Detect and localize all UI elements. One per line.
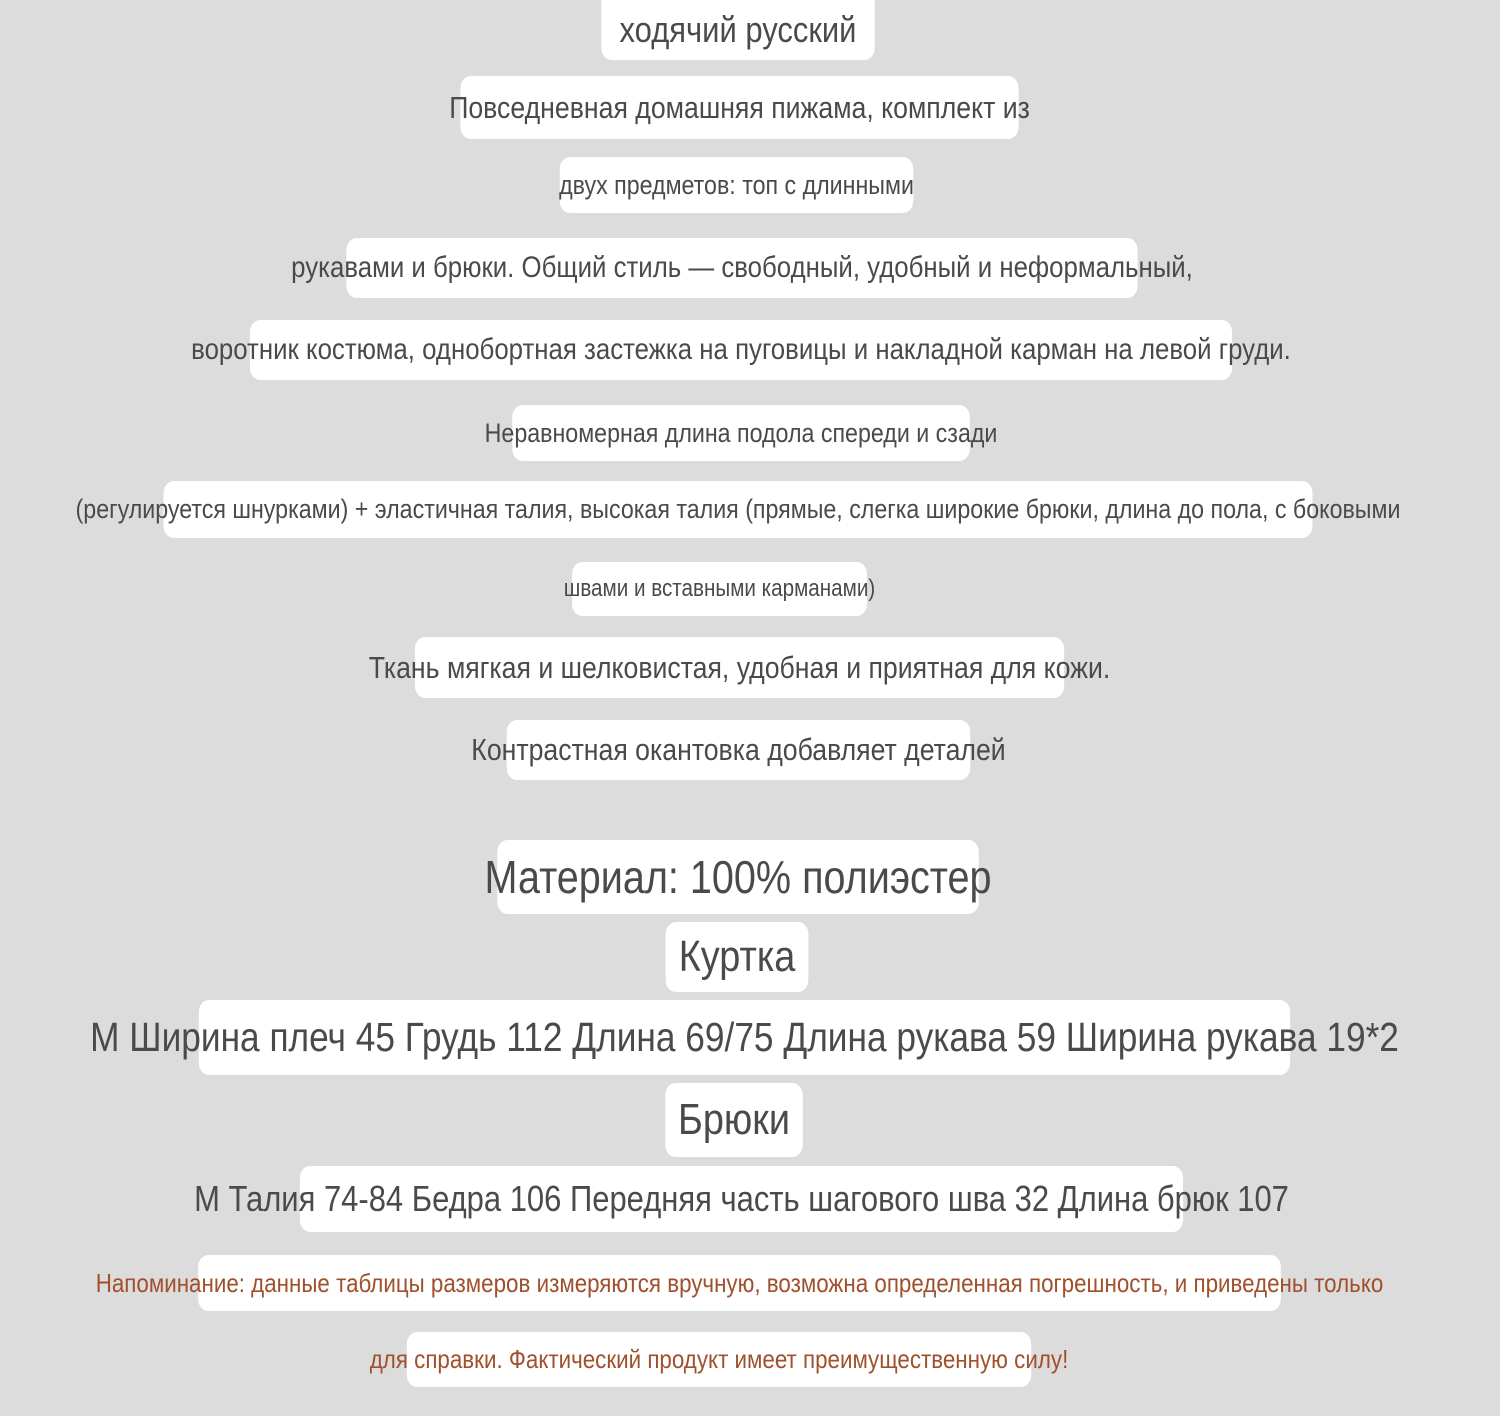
description-line: Неравномерная длина подола спереди и сзади bbox=[512, 405, 970, 461]
reminder-line: Напоминание: данные таблицы размеров измеряются вручную, возможна определенная погрешность, и приведены только bbox=[198, 1255, 1281, 1311]
pants-heading: Брюки bbox=[665, 1083, 803, 1157]
material-label: Материал: 100% полиэстер bbox=[497, 840, 979, 914]
jacket-sizes: M Ширина плеч 45 Грудь 112 Длина 69/75 Длина рукава 59 Ширина рукава 19*2 bbox=[199, 1000, 1290, 1075]
description-line: воротник костюма, однобортная застежка на пуговицы и накладной карман на левой груди. bbox=[250, 320, 1232, 380]
jacket-heading: Куртка bbox=[666, 922, 809, 992]
description-line: швами и вставными карманами) bbox=[572, 562, 867, 616]
description-line: Повседневная домашняя пижама, комплект из bbox=[460, 76, 1018, 139]
description-line: (регулируется шнурками) + эластичная талия, высокая талия (прямые, слегка широкие брюки, длина до пола, с боковыми bbox=[164, 481, 1313, 538]
pants-sizes: M Талия 74-84 Бедра 106 Передняя часть шагового шва 32 Длина брюк 107 bbox=[300, 1166, 1183, 1232]
description-line: двух предметов: топ с длинными bbox=[560, 157, 913, 213]
description-line: ходячий русский bbox=[601, 0, 874, 60]
description-line: Ткань мягкая и шелковистая, удобная и приятная для кожи. bbox=[415, 637, 1064, 698]
reminder-line: для справки. Фактический продукт имеет преимущественную силу! bbox=[407, 1332, 1031, 1387]
description-line: рукавами и брюки. Общий стиль — свободный, удобный и неформальный, bbox=[346, 238, 1137, 298]
description-line: Контрастная окантовка добавляет деталей bbox=[507, 720, 971, 780]
